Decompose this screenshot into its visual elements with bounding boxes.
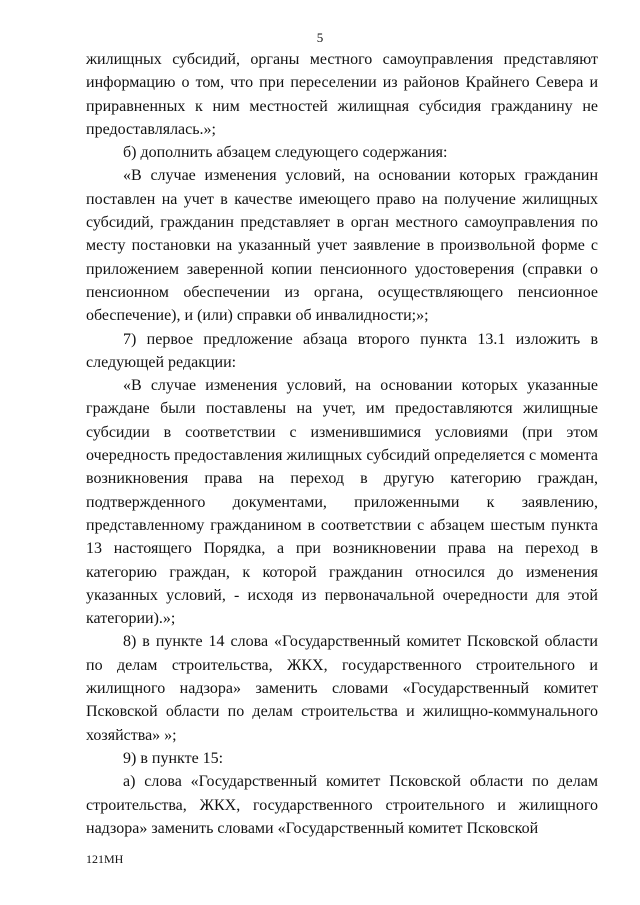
document-code: 121МН — [86, 852, 124, 866]
paragraph-item-8: 8) в пункте 14 слова «Государственный комитет Псковской области по делам строительства, ЖКХ, государственного строительного и жилищного надзора» заменить словами «Государственный комитет Псковской области по делам строительства и жилищно-коммунального хозяйства» »; — [86, 633, 598, 744]
paragraph-quoted-redaction: «В случае изменения условий, на основании которых указанные граждане были поставлены на учет, им предоставляются жилищные субсидии в соответствии с изменившимися условиями (при этом очередность предоставления жилищных субсидий определяется с момента возникновения права на переход в другую категорию граждан, подтвержденного документами, приложенными к заявлению, представленному гражданином в соответствии с абзацем шестым пункта 13 настоящего Порядка, а при возникновении права на переход в категорию граждан, к которой гражданин относился до изменения указанных условий, - исходя из первоначальной очередности для этой категории).»; — [86, 377, 598, 628]
paragraph-continuation: жилищных субсидий, органы местного самоуправления представляют информацию о том, что при переселении из районов Крайнего Севера и приравненных к ним местностей жилищная субсидия гражданину не предоставлялась.»; — [86, 51, 598, 138]
paragraph-item-b: б) дополнить абзацем следующего содержания: — [123, 144, 448, 162]
paragraph-item-7: 7) первое предложение абзаца второго пункта 13.1 изложить в следующей редакции: — [86, 330, 598, 371]
document-body — [86, 48, 598, 840]
paragraph-item-9: 9) в пункте 15: — [123, 749, 224, 767]
paragraph-quoted-insert: «В случае изменения условий, на основании которых гражданин поставлен на учет в качестве имеющего право на получение жилищных субсидий, гражданин представляет в орган местного самоуправления по месту постановки на указанный учет заявление в произвольной форме с приложением заверенной копии пенсионного удостоверения (справки о пенсионном обеспечении из органа, осуществляющего пенсионное обеспечение), и (или) справки об инвалидности;»; — [86, 167, 598, 325]
page-number: 5 — [316, 30, 324, 45]
paragraph-item-9a: а) слова «Государственный комитет Псковской области по делам строительства, ЖКХ, государственного строительного и жилищного надзора» заменить словами «Государственный комитет Псковской — [86, 773, 598, 837]
